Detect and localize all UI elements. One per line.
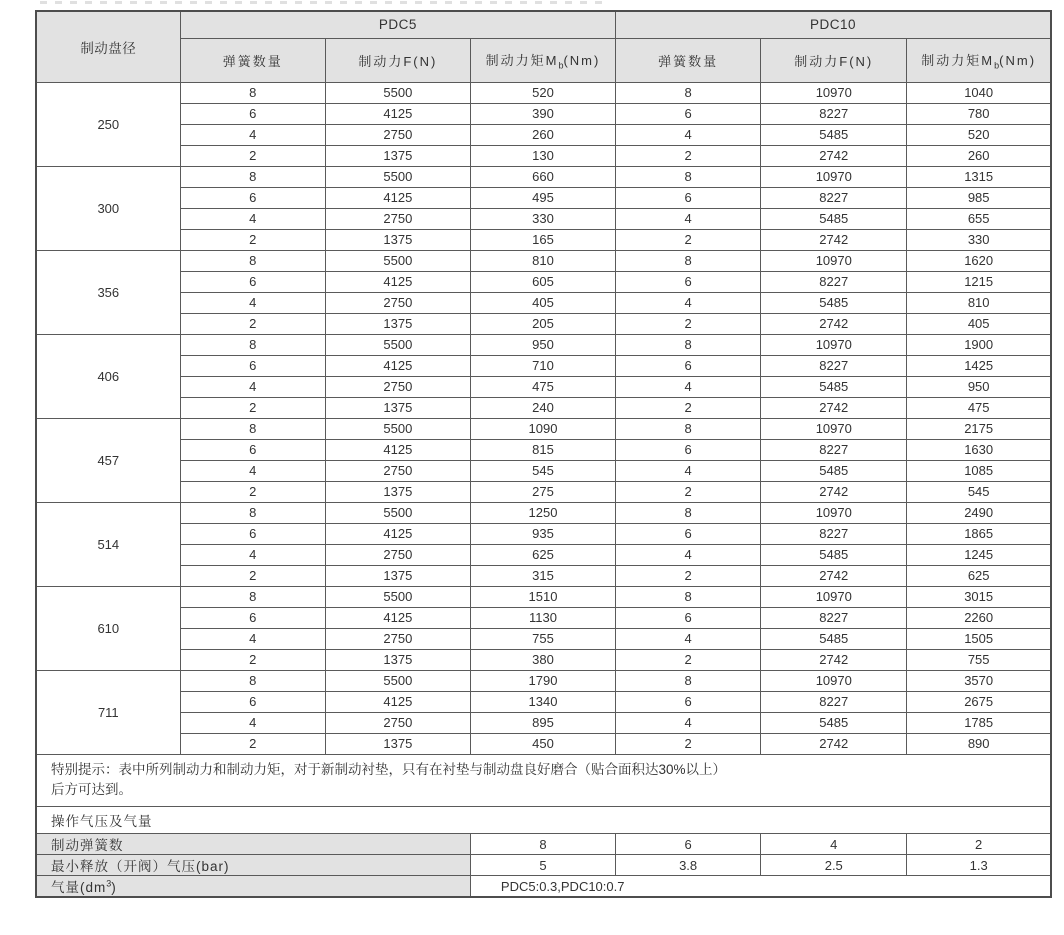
- data-cell: 2750: [325, 544, 470, 565]
- data-cell: 4: [616, 292, 761, 313]
- data-cell: 2: [616, 313, 761, 334]
- data-cell: 2: [180, 397, 325, 418]
- data-cell: 2742: [761, 481, 907, 502]
- table-row: [36, 439, 1051, 460]
- section-title: 操作气压及气量: [36, 807, 1051, 834]
- data-cell: 5485: [761, 292, 907, 313]
- data-cell: 4: [180, 712, 325, 733]
- data-cell: 6: [180, 271, 325, 292]
- data-cell: 8: [180, 670, 325, 691]
- data-cell: 2742: [761, 397, 907, 418]
- data-cell: 1215: [907, 271, 1051, 292]
- springs-count-value: 4: [761, 834, 907, 855]
- table-row: [36, 187, 1051, 208]
- data-cell: 1375: [325, 733, 470, 754]
- torque-prefix: 制动力矩M: [921, 52, 995, 68]
- cropped-text-remnant: [40, 1, 605, 4]
- data-cell: 6: [180, 607, 325, 628]
- data-cell: 1315: [907, 166, 1051, 187]
- data-cell: 8: [616, 502, 761, 523]
- disc-diameter-cell: 300: [36, 166, 180, 250]
- data-cell: 4: [180, 292, 325, 313]
- spec-table-body: [36, 82, 1051, 754]
- data-cell: 1375: [325, 229, 470, 250]
- table-row: [36, 712, 1051, 733]
- air-volume-row: [36, 876, 1051, 898]
- data-cell: 6: [616, 187, 761, 208]
- header-pdc10-springs: 弹簧数量: [616, 38, 761, 82]
- data-cell: 8: [616, 250, 761, 271]
- data-cell: 8227: [761, 271, 907, 292]
- data-cell: 5485: [761, 628, 907, 649]
- data-cell: 5500: [325, 334, 470, 355]
- data-cell: 1245: [907, 544, 1051, 565]
- data-cell: 1375: [325, 313, 470, 334]
- data-cell: 4: [616, 628, 761, 649]
- data-cell: 3570: [907, 670, 1051, 691]
- data-cell: 8227: [761, 187, 907, 208]
- data-cell: 5500: [325, 586, 470, 607]
- data-cell: 2750: [325, 628, 470, 649]
- springs-count-label: 制动弹簧数: [36, 834, 470, 855]
- data-cell: 2: [616, 733, 761, 754]
- data-cell: 950: [470, 334, 615, 355]
- data-cell: 2175: [907, 418, 1051, 439]
- data-cell: 240: [470, 397, 615, 418]
- springs-count-value: 6: [616, 834, 761, 855]
- data-cell: 450: [470, 733, 615, 754]
- data-cell: 2750: [325, 712, 470, 733]
- data-cell: 5500: [325, 166, 470, 187]
- data-cell: 2: [180, 145, 325, 166]
- data-cell: 1090: [470, 418, 615, 439]
- release-pressure-value: 2.5: [761, 855, 907, 876]
- data-cell: 2: [180, 733, 325, 754]
- disc-diameter-cell: 356: [36, 250, 180, 334]
- data-cell: 1900: [907, 334, 1051, 355]
- header-row-models: [36, 11, 1051, 38]
- data-cell: 8227: [761, 523, 907, 544]
- data-cell: 4: [616, 460, 761, 481]
- data-cell: 1425: [907, 355, 1051, 376]
- data-cell: 5500: [325, 418, 470, 439]
- air-volume-value: PDC5:0.3,PDC10:0.7: [470, 876, 1051, 898]
- data-cell: 4125: [325, 187, 470, 208]
- data-cell: 6: [180, 187, 325, 208]
- data-cell: 5485: [761, 376, 907, 397]
- data-cell: 2490: [907, 502, 1051, 523]
- data-cell: 2: [180, 565, 325, 586]
- data-cell: 810: [907, 292, 1051, 313]
- table-row: [36, 145, 1051, 166]
- data-cell: 1375: [325, 145, 470, 166]
- data-cell: 1785: [907, 712, 1051, 733]
- table-row: [36, 124, 1051, 145]
- data-cell: 2: [616, 145, 761, 166]
- springs-count-row: [36, 834, 1051, 855]
- table-row: [36, 229, 1051, 250]
- data-cell: 1340: [470, 691, 615, 712]
- table-row: [36, 418, 1051, 439]
- data-cell: 755: [470, 628, 615, 649]
- data-cell: 4: [180, 208, 325, 229]
- data-cell: 4: [180, 460, 325, 481]
- volume-label-superscript: 3: [106, 878, 112, 889]
- release-pressure-label: 最小释放（开阀）气压(bar): [36, 855, 470, 876]
- data-cell: 475: [907, 397, 1051, 418]
- table-row: [36, 355, 1051, 376]
- data-cell: 5500: [325, 250, 470, 271]
- data-cell: 2742: [761, 733, 907, 754]
- note-line2: 后方可达到。: [51, 781, 132, 797]
- data-cell: 6: [616, 355, 761, 376]
- data-cell: 6: [616, 607, 761, 628]
- data-cell: 2: [616, 481, 761, 502]
- data-cell: 260: [470, 124, 615, 145]
- data-cell: 2: [616, 229, 761, 250]
- data-cell: 2: [180, 229, 325, 250]
- data-cell: 625: [907, 565, 1051, 586]
- data-cell: 275: [470, 481, 615, 502]
- data-cell: 2: [180, 313, 325, 334]
- data-cell: 1630: [907, 439, 1051, 460]
- data-cell: 890: [907, 733, 1051, 754]
- data-cell: 8: [180, 502, 325, 523]
- table-row: [36, 586, 1051, 607]
- data-cell: 2742: [761, 565, 907, 586]
- data-cell: 2260: [907, 607, 1051, 628]
- data-cell: 405: [907, 313, 1051, 334]
- data-cell: 520: [907, 124, 1051, 145]
- data-cell: 710: [470, 355, 615, 376]
- release-pressure-value: 1.3: [907, 855, 1051, 876]
- section-row: [36, 807, 1051, 834]
- header-disc-diameter: 制动盘径: [36, 11, 180, 82]
- disc-diameter-cell: 610: [36, 586, 180, 670]
- disc-diameter-cell: 250: [36, 82, 180, 166]
- brake-spec-table: [35, 10, 1052, 898]
- data-cell: 10970: [761, 334, 907, 355]
- table-row: [36, 691, 1051, 712]
- data-cell: 405: [470, 292, 615, 313]
- data-cell: 8: [616, 334, 761, 355]
- data-cell: 315: [470, 565, 615, 586]
- data-cell: 655: [907, 208, 1051, 229]
- data-cell: 260: [907, 145, 1051, 166]
- data-cell: 1250: [470, 502, 615, 523]
- data-cell: 605: [470, 271, 615, 292]
- volume-label-suffix: ): [111, 880, 117, 895]
- disc-diameter-cell: 406: [36, 334, 180, 418]
- data-cell: 4125: [325, 691, 470, 712]
- data-cell: 4: [180, 124, 325, 145]
- data-cell: 545: [907, 481, 1051, 502]
- header-pdc5-force: 制动力F(N): [325, 38, 470, 82]
- data-cell: 5485: [761, 712, 907, 733]
- table-row: [36, 460, 1051, 481]
- data-cell: 6: [616, 103, 761, 124]
- header-pdc10-torque: [907, 38, 1051, 82]
- table-row: [36, 103, 1051, 124]
- data-cell: 8: [180, 82, 325, 103]
- data-cell: 10970: [761, 502, 907, 523]
- data-cell: 4125: [325, 523, 470, 544]
- torque-suffix: (Nm): [563, 52, 601, 68]
- data-cell: 8: [616, 670, 761, 691]
- table-row: [36, 502, 1051, 523]
- torque-suffix: (Nm): [999, 52, 1037, 68]
- data-cell: 4: [616, 544, 761, 565]
- data-cell: 495: [470, 187, 615, 208]
- header-pdc5: PDC5: [180, 11, 615, 38]
- data-cell: 165: [470, 229, 615, 250]
- data-cell: 1865: [907, 523, 1051, 544]
- table-row: [36, 313, 1051, 334]
- data-cell: 8: [616, 82, 761, 103]
- data-cell: 2742: [761, 229, 907, 250]
- data-cell: 330: [470, 208, 615, 229]
- table-row: [36, 250, 1051, 271]
- data-cell: 1510: [470, 586, 615, 607]
- data-cell: 660: [470, 166, 615, 187]
- data-cell: 4: [616, 208, 761, 229]
- data-cell: 755: [907, 649, 1051, 670]
- data-cell: 1130: [470, 607, 615, 628]
- data-cell: 1375: [325, 565, 470, 586]
- springs-count-value: 2: [907, 834, 1051, 855]
- data-cell: 4: [180, 628, 325, 649]
- header-pdc5-torque: [470, 38, 615, 82]
- volume-label-prefix: 气量(dm: [51, 880, 107, 895]
- data-cell: 2: [180, 481, 325, 502]
- data-cell: 8: [180, 166, 325, 187]
- header-row-columns: [36, 38, 1051, 82]
- data-cell: 8: [180, 586, 325, 607]
- data-cell: 8227: [761, 439, 907, 460]
- data-cell: 5500: [325, 82, 470, 103]
- springs-count-value: 8: [470, 834, 615, 855]
- data-cell: 3015: [907, 586, 1051, 607]
- data-cell: 2: [616, 565, 761, 586]
- data-cell: 1375: [325, 481, 470, 502]
- data-cell: 1620: [907, 250, 1051, 271]
- data-cell: 6: [180, 355, 325, 376]
- data-cell: 380: [470, 649, 615, 670]
- data-cell: 2: [616, 397, 761, 418]
- data-cell: 6: [180, 691, 325, 712]
- data-cell: 2675: [907, 691, 1051, 712]
- data-cell: 475: [470, 376, 615, 397]
- table-row: [36, 565, 1051, 586]
- data-cell: 985: [907, 187, 1051, 208]
- header-pdc5-springs: 弹簧数量: [180, 38, 325, 82]
- table-row: [36, 649, 1051, 670]
- table-row: [36, 292, 1051, 313]
- data-cell: 1375: [325, 397, 470, 418]
- data-cell: 6: [616, 691, 761, 712]
- data-cell: 2750: [325, 292, 470, 313]
- data-cell: 10970: [761, 250, 907, 271]
- table-row: [36, 376, 1051, 397]
- data-cell: 810: [470, 250, 615, 271]
- table-row: [36, 523, 1051, 544]
- table-row: [36, 628, 1051, 649]
- data-cell: 6: [616, 271, 761, 292]
- table-row: [36, 544, 1051, 565]
- torque-subscript: b: [994, 60, 1000, 71]
- data-cell: 2750: [325, 208, 470, 229]
- data-cell: 6: [180, 439, 325, 460]
- data-cell: 130: [470, 145, 615, 166]
- data-cell: 625: [470, 544, 615, 565]
- data-cell: 1375: [325, 649, 470, 670]
- data-cell: 895: [470, 712, 615, 733]
- air-volume-label: [36, 876, 470, 898]
- data-cell: 520: [470, 82, 615, 103]
- data-cell: 1505: [907, 628, 1051, 649]
- special-note: [36, 754, 1051, 807]
- table-row: [36, 481, 1051, 502]
- data-cell: 330: [907, 229, 1051, 250]
- data-cell: 8: [616, 418, 761, 439]
- data-cell: 8: [180, 418, 325, 439]
- data-cell: 8227: [761, 607, 907, 628]
- data-cell: 10970: [761, 418, 907, 439]
- data-cell: 8: [616, 166, 761, 187]
- note-row: [36, 754, 1051, 807]
- torque-subscript: b: [558, 60, 564, 71]
- table-row: [36, 607, 1051, 628]
- data-cell: 10970: [761, 670, 907, 691]
- data-cell: 950: [907, 376, 1051, 397]
- data-cell: 6: [616, 439, 761, 460]
- data-cell: 6: [180, 103, 325, 124]
- disc-diameter-cell: 514: [36, 502, 180, 586]
- disc-diameter-cell: 711: [36, 670, 180, 754]
- data-cell: 1085: [907, 460, 1051, 481]
- data-cell: 4: [616, 376, 761, 397]
- table-row: [36, 334, 1051, 355]
- header-pdc10-force: 制动力F(N): [761, 38, 907, 82]
- data-cell: 4125: [325, 439, 470, 460]
- data-cell: 8227: [761, 355, 907, 376]
- release-pressure-value: 3.8: [616, 855, 761, 876]
- data-cell: 6: [616, 523, 761, 544]
- table-row: [36, 271, 1051, 292]
- data-cell: 5500: [325, 502, 470, 523]
- data-cell: 5485: [761, 460, 907, 481]
- table-row: [36, 208, 1051, 229]
- data-cell: 10970: [761, 586, 907, 607]
- data-cell: 4: [616, 124, 761, 145]
- data-cell: 10970: [761, 82, 907, 103]
- release-pressure-value: 5: [470, 855, 615, 876]
- table-row: [36, 397, 1051, 418]
- table-row: [36, 670, 1051, 691]
- note-line1: 特别提示：表中所列制动力和制动力矩，对于新制动衬垫，只有在衬垫与制动盘良好磨合（贴合面积达30%以上）: [51, 761, 727, 777]
- data-cell: 2750: [325, 460, 470, 481]
- data-cell: 2: [180, 649, 325, 670]
- data-cell: 2750: [325, 376, 470, 397]
- data-cell: 1790: [470, 670, 615, 691]
- data-cell: 2: [616, 649, 761, 670]
- data-cell: 2742: [761, 145, 907, 166]
- table-row: [36, 166, 1051, 187]
- data-cell: 8227: [761, 103, 907, 124]
- data-cell: 545: [470, 460, 615, 481]
- release-pressure-row: [36, 855, 1051, 876]
- data-cell: 2750: [325, 124, 470, 145]
- data-cell: 4125: [325, 271, 470, 292]
- data-cell: 2742: [761, 313, 907, 334]
- data-cell: 935: [470, 523, 615, 544]
- data-cell: 4125: [325, 355, 470, 376]
- data-cell: 8: [616, 586, 761, 607]
- header-pdc10: PDC10: [616, 11, 1051, 38]
- table-row: [36, 82, 1051, 103]
- data-cell: 8: [180, 334, 325, 355]
- data-cell: 815: [470, 439, 615, 460]
- data-cell: 780: [907, 103, 1051, 124]
- data-cell: 1040: [907, 82, 1051, 103]
- data-cell: 4125: [325, 607, 470, 628]
- data-cell: 6: [180, 523, 325, 544]
- data-cell: 5485: [761, 208, 907, 229]
- data-cell: 5500: [325, 670, 470, 691]
- data-cell: 205: [470, 313, 615, 334]
- data-cell: 10970: [761, 166, 907, 187]
- data-cell: 4125: [325, 103, 470, 124]
- data-cell: 8227: [761, 691, 907, 712]
- data-cell: 390: [470, 103, 615, 124]
- data-cell: 4: [616, 712, 761, 733]
- data-cell: 5485: [761, 544, 907, 565]
- data-cell: 8: [180, 250, 325, 271]
- spec-table-footer: [36, 754, 1051, 897]
- data-cell: 4: [180, 544, 325, 565]
- table-row: [36, 733, 1051, 754]
- data-cell: 4: [180, 376, 325, 397]
- disc-diameter-cell: 457: [36, 418, 180, 502]
- data-cell: 2742: [761, 649, 907, 670]
- torque-prefix: 制动力矩M: [485, 52, 559, 68]
- data-cell: 5485: [761, 124, 907, 145]
